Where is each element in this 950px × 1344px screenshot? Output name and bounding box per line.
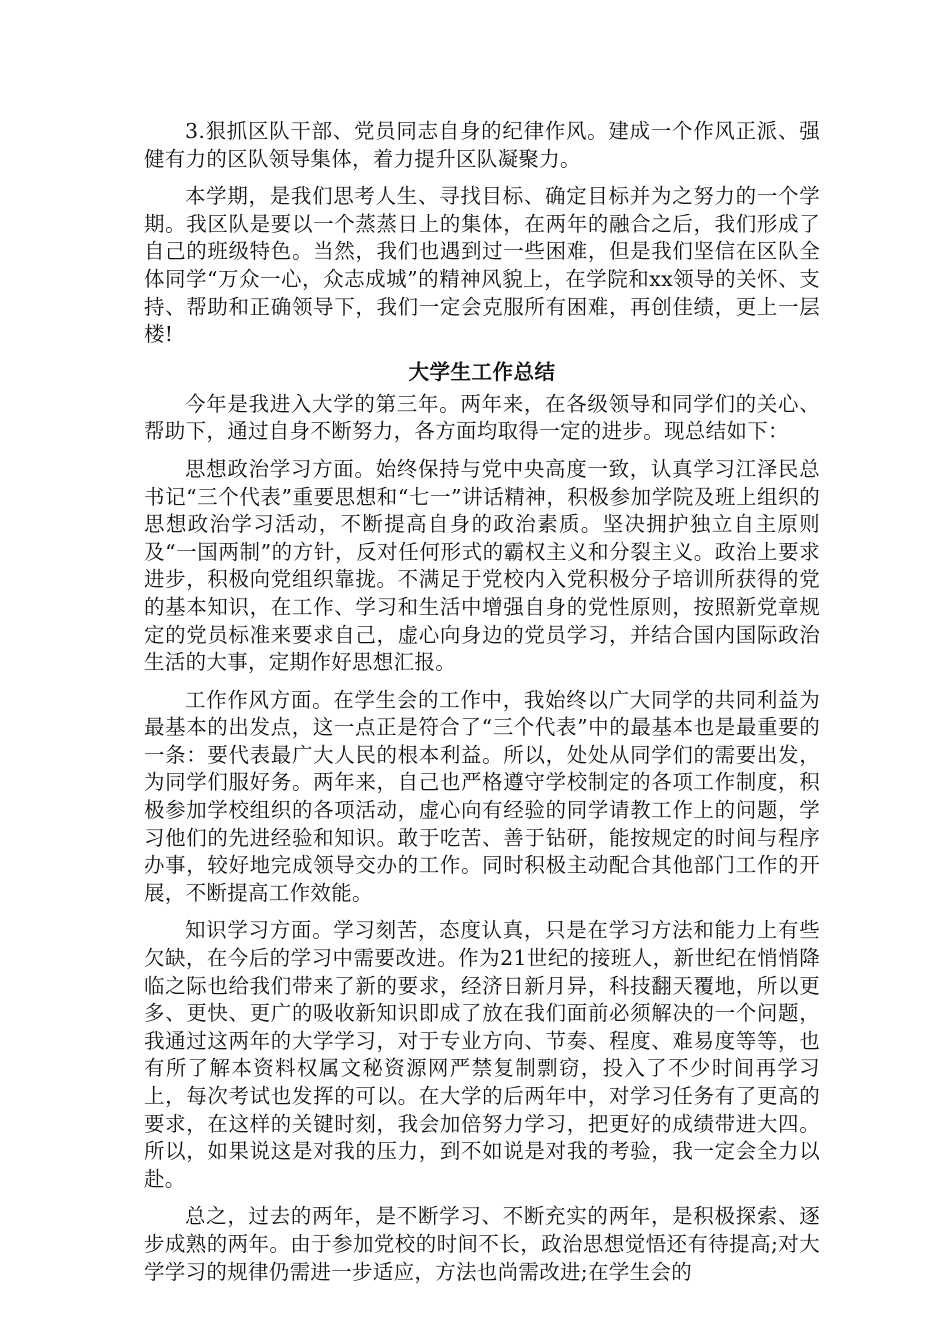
paragraph-work-style: 工作作风方面。在学生会的工作中，我始终以广大同学的共同利益为最基本的出发点，这一点正是符合了“三个代表”中的最基本也是最重要的一条：要代表最广大人民的根本利益。所以，处处从同学们的需要出发，为同学们服好务。两年来，自己也严格遵守学校制定的各项工作制度，积极参加学校组织的各项活动，虚心向有经验的同学请教工作上的问题，学习他们的先进经验和知识。敢于吃苦、善于钻研，能按规定的时间与程序办事，较好地完成领导交办的工作。同时积极主动配合其他部门工作的开展，不断提高工作效能。 <box>144 687 820 905</box>
document-title: 大学生工作总结 <box>408 359 556 384</box>
paragraph-conclusion: 总之，过去的两年，是不断学习、不断充实的两年，是积极探索、逐步成熟的两年。由于参加党校的时间不长，政治思想觉悟还有待提高;对大学学习的规律仍需进一步适应，方法也尚需改进;在学生会的 <box>144 1204 820 1284</box>
document-page <box>144 118 820 1296</box>
paragraph-intro: 今年是我进入大学的第三年。两年来，在各级领导和同学们的关心、帮助下，通过自身不断努力，各方面均取得一定的进步。现总结如下： <box>144 391 820 444</box>
paragraph-knowledge-study: 知识学习方面。学习刻苦，态度认真，只是在学习方法和能力上有些欠缺，在今后的学习中需要改进。作为21世纪的接班人，新世纪在悄悄降临之际也给我们带来了新的要求，经济日新月异，科技翻天覆地，所以更多、更快、更广的吸收新知识即成了放在我们面前必须解决的一个问题，我通过这两年的大学学习，对于专业方向、节奏、程度、难易度等等，也有所了解本资料权属文秘资源网严禁复制剽窃，投入了不少时间再学习上，每次考试也发挥的可以。在大学的后两年中，对学习任务有了更高的要求，在这样的关键时刻，我会加倍努力学习，把更好的成绩带进大四。所以，如果说这是对我的压力，到不如说是对我的考验，我一定会全力以赴。 <box>144 918 820 1191</box>
paragraph-discipline: 3.狠抓区队干部、党员同志自身的纪律作风。建成一个作风正派、强健有力的区队领导集体，着力提升区队凝聚力。 <box>144 119 820 171</box>
paragraph-political-study: 思想政治学习方面。始终保持与党中央高度一致，认真学习江泽民总书记“三个代表”重要思想和“七一”讲话精神，积极参加学院及班上组织的思想政治学习活动，不断提高自身的政治素质。坚决拥护独立自主原则及“一国两制”的方针，反对任何形式的霸权主义和分裂主义。政治上要求进步，积极向党组织靠拢。不满足于党校内入党积极分子培训所获得的党的基本知识，在工作、学习和生活中增强自身的党性原则，按照新党章规定的党员标准来要求自己，虚心向身边的党员学习，并结合国内国际政治生活的大事，定期作好思想汇报。 <box>144 456 820 675</box>
paragraph-semester: 本学期，是我们思考人生、寻找目标、确定目标并为之努力的一个学期。我区队是要以一个蒸蒸日上的集体，在两年的融合之后，我们形成了自己的班级特色。当然，我们也遇到过一些困难，但是我们坚信在区队全体同学“万众一心，众志成城”的精神风貌上，在学院和xx领导的关怀、支持、帮助和正确领导下，我们一定会克服所有困难，再创佳绩，更上一层楼! <box>144 184 820 347</box>
